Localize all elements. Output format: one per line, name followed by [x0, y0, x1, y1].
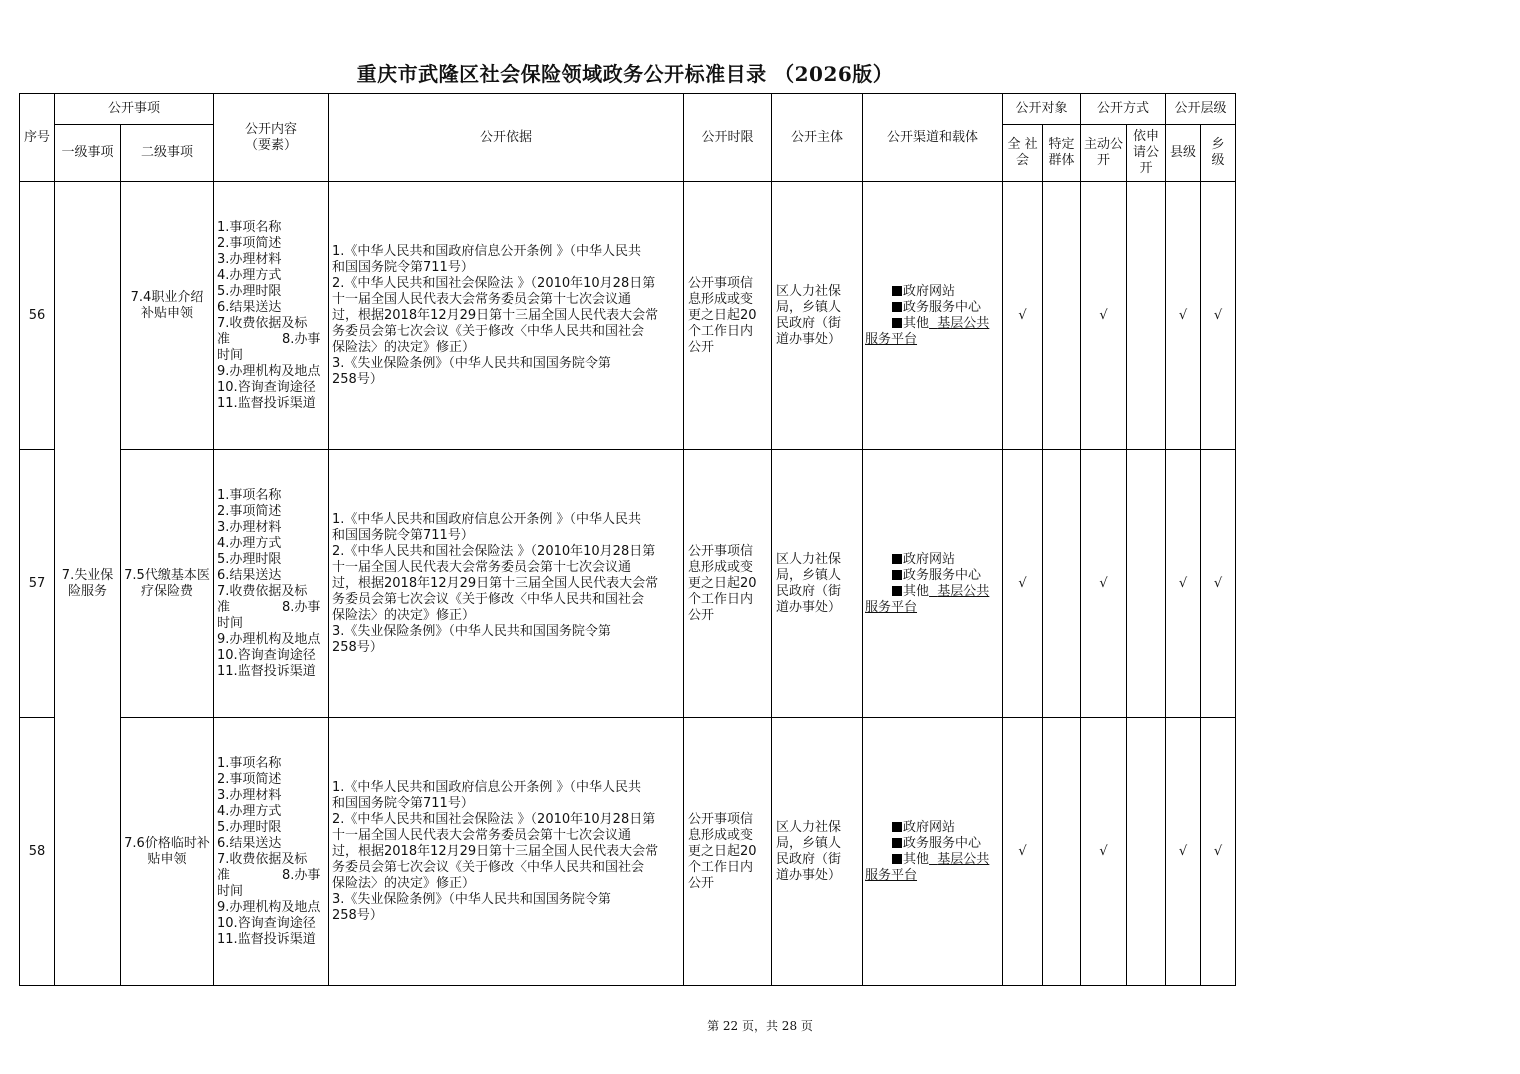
header-method-group: 公开方式: [1081, 94, 1166, 125]
header-target-group: 公开对象: [1003, 94, 1081, 125]
filled-square-icon: [892, 586, 902, 596]
cell-on-request: [1127, 182, 1166, 450]
header-specific-group: 特定 群体: [1043, 125, 1081, 182]
table-row: [20, 450, 1236, 718]
check-county: √: [1166, 182, 1201, 450]
check-all-society: √: [1003, 718, 1043, 986]
content-list: 1.事项名称 2.事项简述 3.办理材料 4.办理方式 5.办理时限 6.结果送达 7.收费依据及标 准 8.办事 时间 9.办理机构及地点 10.咨询查询途径 11.监督投诉渠道: [214, 718, 329, 986]
check-proactive: √: [1081, 718, 1127, 986]
level2-item: 7.5代缴基本医 疗保险费: [121, 450, 214, 718]
header-item-group: 公开事项: [55, 94, 214, 125]
check-township: √: [1201, 450, 1236, 718]
header-seq: 序号: [20, 94, 55, 182]
subject: 区人力社保 局，乡镇人 民政府（街 道办事处）: [772, 718, 863, 986]
subject: 区人力社保 局，乡镇人 民政府（街 道办事处）: [772, 182, 863, 450]
time-limit: 公开事项信 息形成或变 更之日起20 个工作日内 公开: [684, 450, 772, 718]
check-township: √: [1201, 182, 1236, 450]
check-proactive: √: [1081, 182, 1127, 450]
level2-item: 7.4职业介绍 补贴申领: [121, 182, 214, 450]
filled-square-icon: [892, 822, 902, 832]
cell-specific-group: [1043, 718, 1081, 986]
filled-square-icon: [892, 570, 902, 580]
check-township: √: [1201, 718, 1236, 986]
page-footer: 第 22 页，共 28 页: [707, 1019, 813, 1033]
row-seq: 58: [20, 718, 55, 986]
check-county: √: [1166, 718, 1201, 986]
header-channel: 公开渠道和载体: [863, 94, 1003, 182]
header-basis: 公开依据: [329, 94, 684, 182]
filled-square-icon: [892, 854, 902, 864]
level1-item: 7.失业保 险服务: [55, 182, 121, 986]
row-seq: 57: [20, 450, 55, 718]
content-list: 1.事项名称 2.事项简述 3.办理材料 4.办理方式 5.办理时限 6.结果送达 7.收费依据及标 准 8.办事 时间 9.办理机构及地点 10.咨询查询途径 11.监督投诉渠道: [214, 450, 329, 718]
filled-square-icon: [892, 302, 902, 312]
page-title: 重庆市武隆区社会保险领域政务公开标准目录 （2026版）: [356, 62, 894, 86]
channel-list: 政府网站 政务服务中心 其他 基层公共 服务平台: [863, 718, 1003, 986]
cell-on-request: [1127, 450, 1166, 718]
table-row: [20, 718, 1236, 986]
basis-text: 1.《中华人民共和国政府信息公开条例 》（中华人民共 和国国务院令第711号） 2.《中华人民共和国社会保险法 》（2010年10月28日第 十一届全国人民代表大会常务委员会第十七次会议通 过，根据2018年12月29日第十三届全国人民代表大会常 务委员会第七次会议《关于修改〈中华人民共和国社会 保险法〉的决定》修正） 3.《失业保险条例》（中华人民共和国国务院令第 258号）: [329, 450, 684, 718]
header-on-request: 依申 请公 开: [1127, 125, 1166, 182]
channel-list: 政府网站 政务服务中心 其他 基层公共 服务平台: [863, 450, 1003, 718]
table-row: [20, 182, 1236, 450]
row-seq: 56: [20, 182, 55, 450]
check-all-society: √: [1003, 450, 1043, 718]
check-county: √: [1166, 450, 1201, 718]
filled-square-icon: [892, 286, 902, 296]
level2-item: 7.6价格临时补 贴申领: [121, 718, 214, 986]
filled-square-icon: [892, 838, 902, 848]
channel-list: 政府网站 政务服务中心 其他 基层公共 服务平台: [863, 182, 1003, 450]
cell-on-request: [1127, 718, 1166, 986]
header-level-group: 公开层级: [1166, 94, 1236, 125]
header-proactive: 主动公 开: [1081, 125, 1127, 182]
check-proactive: √: [1081, 450, 1127, 718]
header-level2: 二级事项: [121, 125, 214, 182]
basis-text: 1.《中华人民共和国政府信息公开条例 》（中华人民共 和国国务院令第711号） 2.《中华人民共和国社会保险法 》（2010年10月28日第 十一届全国人民代表大会常务委员会第十七次会议通 过，根据2018年12月29日第十三届全国人民代表大会常 务委员会第七次会议《关于修改〈中华人民共和国社会 保险法〉的决定》修正） 3.《失业保险条例》（中华人民共和国国务院令第 258号）: [329, 718, 684, 986]
time-limit: 公开事项信 息形成或变 更之日起20 个工作日内 公开: [684, 718, 772, 986]
header-subject: 公开主体: [772, 94, 863, 182]
header-level1: 一级事项: [55, 125, 121, 182]
check-all-society: √: [1003, 182, 1043, 450]
subject: 区人力社保 局，乡镇人 民政府（街 道办事处）: [772, 450, 863, 718]
cell-specific-group: [1043, 450, 1081, 718]
header-content: 公开内容 （要素）: [214, 94, 329, 182]
basis-text: 1.《中华人民共和国政府信息公开条例 》（中华人民共 和国国务院令第711号） 2.《中华人民共和国社会保险法 》（2010年10月28日第 十一届全国人民代表大会常务委员会第十七次会议通 过，根据2018年12月29日第十三届全国人民代表大会常 务委员会第七次会议《关于修改〈中华人民共和国社会 保险法〉的决定》修正） 3.《失业保险条例》（中华人民共和国国务院令第 258号）: [329, 182, 684, 450]
catalog-table: [19, 93, 1236, 986]
header-county: 县级: [1166, 125, 1201, 182]
header-township: 乡 级: [1201, 125, 1236, 182]
time-limit: 公开事项信 息形成或变 更之日起20 个工作日内 公开: [684, 182, 772, 450]
header-all-society: 全 社 会: [1003, 125, 1043, 182]
filled-square-icon: [892, 554, 902, 564]
content-list: 1.事项名称 2.事项简述 3.办理材料 4.办理方式 5.办理时限 6.结果送达 7.收费依据及标 准 8.办事 时间 9.办理机构及地点 10.咨询查询途径 11.监督投诉渠道: [214, 182, 329, 450]
cell-specific-group: [1043, 182, 1081, 450]
filled-square-icon: [892, 318, 902, 328]
header-time-limit: 公开时限: [684, 94, 772, 182]
